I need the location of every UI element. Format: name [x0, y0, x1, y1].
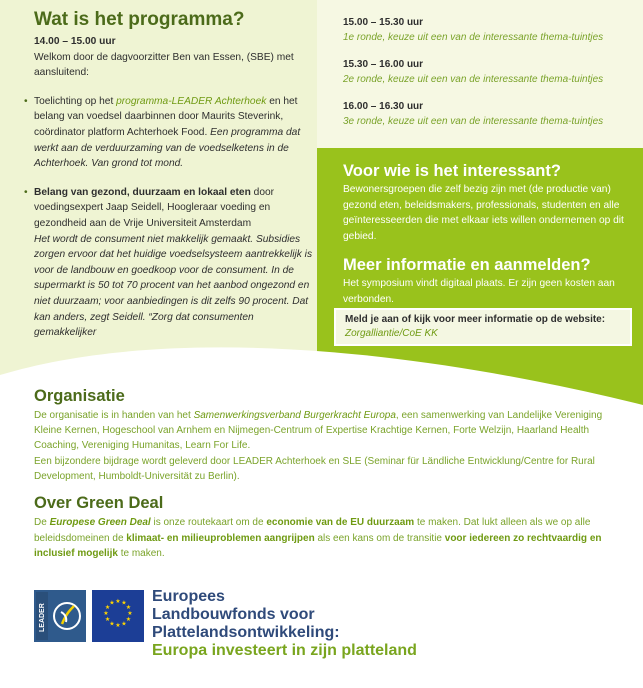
svg-text:★: ★ [121, 620, 127, 628]
slot-desc: 3e ronde, keuze uit een van de interessante thema-tuintjes [343, 116, 604, 127]
gd-emph: voor iedereen zo rechtvaardig en inclusief mogelijk [34, 532, 602, 560]
leader-logo-label: LEADER [39, 603, 46, 632]
svg-text:★: ★ [127, 610, 133, 617]
svg-text:★: ★ [115, 598, 121, 605]
slot-time: 15.00 – 15.30 uur [343, 17, 424, 28]
gd-text: is onze routekaart om de [150, 517, 267, 528]
organisation-section [34, 385, 614, 484]
gd-text: De [34, 517, 50, 528]
programme-section [34, 8, 316, 354]
schedule-slot [343, 57, 633, 87]
info-text: Het symposium vindt digitaal plaats. Er zijn geen kosten aan verbonden. [343, 278, 615, 305]
org-name: Samenwerkingsverband Burgerkracht Europa [193, 410, 396, 421]
gd-emph: economie van de EU duurzaam [266, 517, 415, 528]
schedule [343, 15, 633, 141]
programme-title: Wat is het programma? [34, 9, 245, 30]
eafrd-line: Landbouwfonds voor [152, 606, 315, 623]
gd-text: als een kans om de transitie [314, 532, 445, 544]
register-box [334, 308, 632, 346]
item-text: Toelichting op het [34, 95, 117, 107]
svg-text:★: ★ [103, 610, 109, 617]
organisation-text [34, 408, 614, 454]
list-item [34, 94, 316, 172]
audience-text: Bewonersgroepen die zelf bezig zijn met (de productie van) gezond eten, beleidsmakers, professionals, studenten en alle geïnteresseerden die met elkaar iets willen ondernemen op dit gebied. [343, 184, 624, 242]
schedule-slot [343, 15, 633, 45]
greendeal-title: Over Green Deal [34, 494, 164, 512]
slot-desc: 2e ronde, keuze uit een van de interessante thema-tuintjes [343, 74, 604, 85]
slot-time: 15.30 – 16.00 uur [343, 59, 424, 70]
svg-text:★: ★ [115, 622, 121, 629]
footer-logos [34, 588, 634, 668]
programme-intro: Welkom door de dagvoorzitter Ben van Essen, (SBE) met aansluitend: [34, 51, 294, 79]
gd-text: te maken. [117, 548, 165, 560]
info-title: Meer informatie en aanmelden? [343, 256, 591, 275]
svg-text:★: ★ [125, 604, 132, 611]
info-section [343, 160, 628, 318]
register-text: Meld je aan of kijk voor meer informatie op de website: [345, 314, 606, 325]
eafrd-line: Europees [152, 588, 225, 605]
slot-time: 16.00 – 16.30 uur [343, 101, 424, 112]
svg-text:★: ★ [104, 616, 111, 623]
leader-logo [34, 590, 86, 642]
eafrd-caption [152, 588, 582, 660]
gd-emph: Europese Green Deal [49, 517, 151, 528]
programme-list [34, 94, 316, 341]
slot-desc: 1e ronde, keuze uit een van de interessante thema-tuintjes [343, 32, 604, 43]
eu-flag-icon [92, 590, 144, 642]
greendeal-text [34, 515, 609, 562]
website-link[interactable]: Zorgalliantie/CoE KK [345, 328, 438, 339]
greendeal-section [34, 492, 609, 562]
audience-title: Voor wie is het interessant? [343, 162, 561, 180]
item-quote: Een programma dat werkt aan de verduurzaming van de voedselketens in de Achterhoek. Van grond tot mond. [34, 126, 301, 170]
svg-text:★: ★ [104, 604, 111, 611]
org-text: , een samenwerking van Landelijke Vereniging Kleine Kernen, Hogeschool van Arnhem en Nijmegen-Centrum of Expertise Krachtige Kernen, Forte Welzijn, Haarland Health Coaching, Vereniging Humanitas, Learn For Life. [34, 410, 603, 452]
item-text: en het belang van voedsel daarbinnen door Maurits Steverink, coördinator platform Achterhoek Food. [34, 95, 298, 138]
organisation-contribution: Een bijzondere bijdrage wordt geleverd door LEADER Achterhoek en SLE (Seminar für Ländliche Entwicklung/Centre for Rural Development, Humboldt-Universität zu Berlin). [34, 455, 595, 482]
item-heading: Belang van gezond, duurzaam en lokaal eten [34, 186, 251, 198]
programme-time: 14.00 – 15.00 uur [34, 36, 116, 47]
org-text: De organisatie is in handen van het [34, 410, 194, 421]
item-text: door voedingsexpert Jaap Seidell, Hoogleraar voeding en gezondheid aan de Vrije Universiteit Amsterdam [34, 186, 275, 229]
svg-text:★: ★ [121, 599, 127, 607]
svg-text:★: ★ [125, 616, 132, 623]
gd-text: te maken. Dat lukt alleen als we op alle beleidsdomeinen de [34, 517, 591, 544]
schedule-slot [343, 99, 633, 129]
leader-link[interactable]: programma-LEADER Achterhoek [116, 95, 267, 107]
item-quote: Het wordt de consument niet makkelijk gemaakt. Subsidies zorgen ervoor dat het huidige voedselsysteem aantrekkelijk is voor de landbouw en goedkoop voor de consument. In de supermarkt is 50 tot 70 procent van het aanbod ongezond en niet duurzaam; voor aanbiedingen is dit zelfs 90 procent. Dat kan anders, zegt Seidell. “Zorg dat consumenten gemakkelijker [34, 233, 313, 339]
list-item [34, 185, 316, 341]
eafrd-line: Plattelandsontwikkeling: [152, 624, 340, 641]
gd-emph: klimaat- en milieuproblemen aangrijpen [126, 532, 315, 544]
svg-text:★: ★ [109, 599, 115, 607]
organisation-title: Organisatie [34, 387, 125, 405]
eafrd-slogan: Europa investeert in zijn platteland [152, 642, 417, 659]
svg-text:★: ★ [109, 620, 115, 628]
